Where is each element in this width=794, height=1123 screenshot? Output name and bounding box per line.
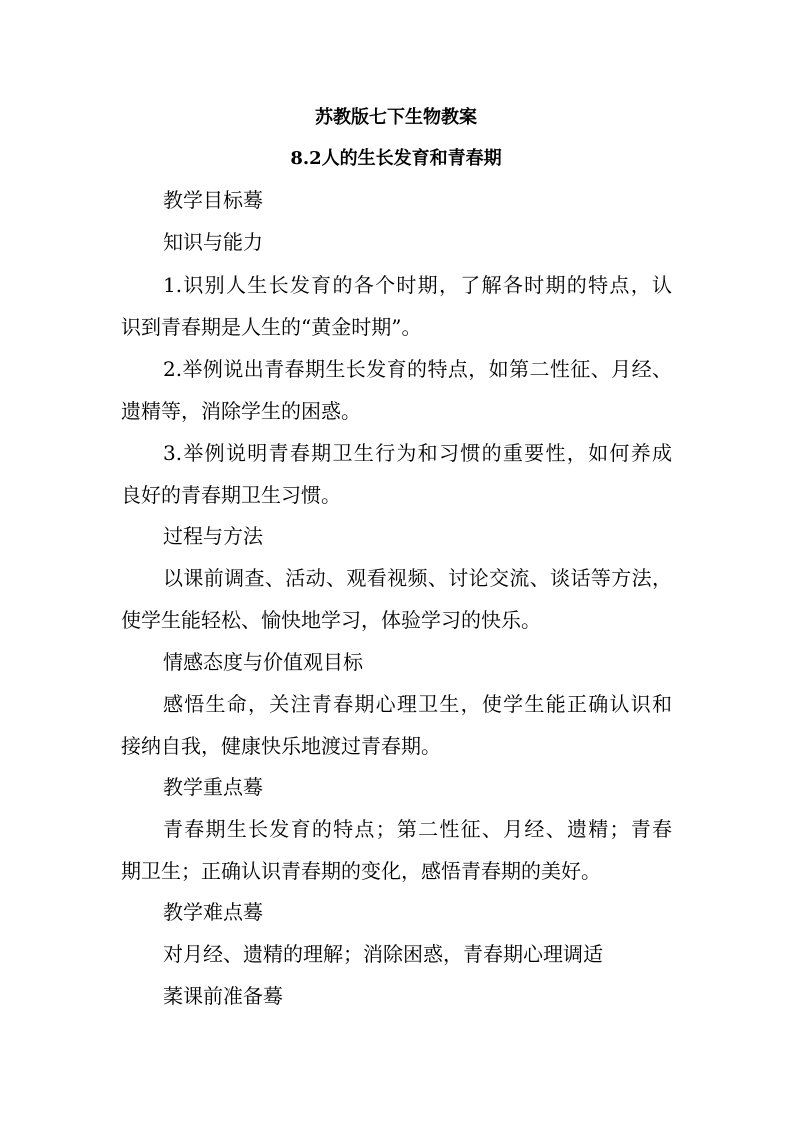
paragraph-line: 青春期生长发育的特点；第二性征、月经、遗精；青春 [163, 817, 672, 841]
heading-preparation: 葇课前准备蓦 [163, 984, 283, 1008]
paragraph-line: 感悟生命，关注青春期心理卫生，使学生能正确认识和 [163, 692, 672, 716]
paragraph-line: 1.识别人生长发育的各个时期，了解各时期的特点，认 [163, 273, 672, 297]
heading-difficult-points: 教学难点蓦 [163, 900, 263, 924]
heading-teaching-objectives: 教学目标蓦 [163, 188, 263, 212]
heading-process-methods: 过程与方法 [163, 524, 263, 548]
paragraph-line: 期卫生；正确认识青春期的变化，感悟青春期的美好。 [121, 859, 601, 883]
paragraph-line: 以课前调查、活动、观看视频、讨论交流、谈话等方法， [163, 566, 672, 590]
paragraph-line: 3.举例说明青春期卫生行为和习惯的重要性，如何养成 [163, 441, 672, 465]
paragraph-line: 使学生能轻松、愉快地学习，体验学习的快乐。 [121, 608, 541, 632]
heading-emotion-values: 情感态度与价值观目标 [163, 650, 363, 674]
paragraph-line: 2.举例说出青春期生长发育的特点，如第二性征、月经、 [163, 357, 672, 381]
paragraph-line: 接纳自我，健康快乐地渡过青春期。 [121, 734, 441, 758]
paragraph-line: 良好的青春期卫生习惯。 [121, 483, 341, 507]
paragraph-line: 遗精等，消除学生的困惑。 [121, 399, 361, 423]
paragraph-line: 识到青春期是人生的“黄金时期”。 [121, 315, 422, 339]
paragraph-line: 对月经、遗精的理解；消除困惑，青春期心理调适 [163, 942, 603, 966]
heading-knowledge-ability: 知识与能力 [163, 230, 263, 254]
document-title: 苏教版七下生物教案 [315, 107, 477, 128]
document-subtitle: 8.2人的生长发育和青春期 [290, 148, 502, 169]
heading-key-points: 教学重点蓦 [163, 775, 263, 799]
